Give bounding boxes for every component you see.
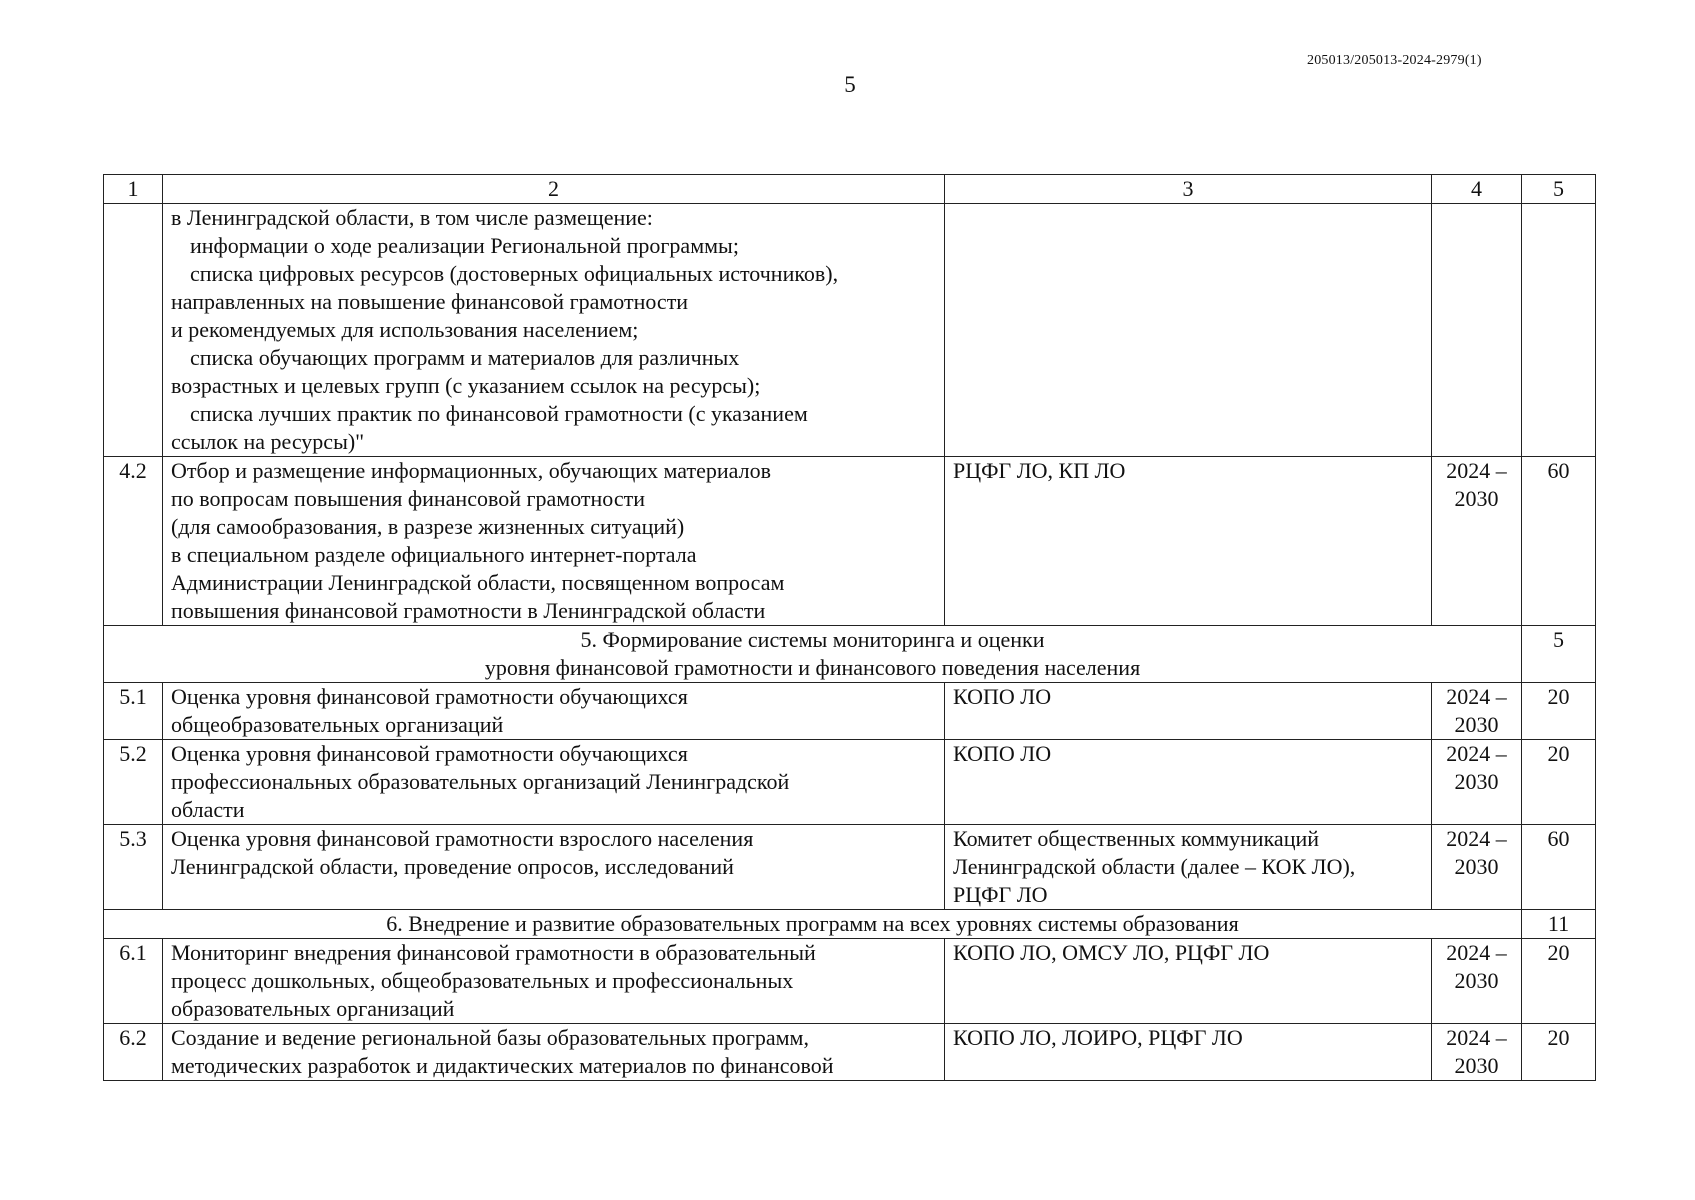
row-years: 2024 – 2030 [1432,740,1522,825]
row-years: 2024 – 2030 [1432,683,1522,740]
row-description [163,939,945,1024]
description-line: Создание и ведение региональной базы образовательных программ, [171,1025,809,1050]
header-col-5: 5 [1522,175,1596,204]
header-col-2: 2 [163,175,945,204]
description-line: и рекомендуемых для использования населением; [171,317,639,342]
description-line: общеобразовательных организаций [171,712,504,737]
table-row-continued [104,204,1596,457]
row-value: 20 [1522,939,1596,1024]
section-title: 6. Внедрение и развитие образовательных программ на всех уровнях системы образования [104,910,1522,939]
row-number [104,204,163,457]
row-years: 2024 – 2030 [1432,939,1522,1024]
description-line: Оценка уровня финансовой грамотности взрослого населения [171,826,754,851]
section-title-line: 5. Формирование системы мониторинга и оценки [580,627,1045,652]
table-row-6-2 [104,1024,1596,1081]
description-line: Оценка уровня финансовой грамотности обучающихся [171,684,688,709]
description-line: профессиональных образовательных организаций Ленинградской [171,769,790,794]
row-years [1432,204,1522,457]
row-description [163,204,945,457]
row-value: 20 [1522,740,1596,825]
row-executor: КОПО ЛО [945,683,1432,740]
row-number: 5.2 [104,740,163,825]
section-row-5 [104,626,1596,683]
row-value: 20 [1522,1024,1596,1081]
executor-line: Комитет общественных коммуникаций [953,826,1320,851]
executor-line: Ленинградской области (далее – КОК ЛО), [953,854,1356,879]
description-line: процесс дошкольных, общеобразовательных и профессиональных [171,968,794,993]
row-value: 20 [1522,683,1596,740]
row-executor: КОПО ЛО, ОМСУ ЛО, РЦФГ ЛО [945,939,1432,1024]
table-row-5-3 [104,825,1596,910]
description-line: образовательных организаций [171,996,455,1021]
description-line: повышения финансовой грамотности в Ленинградской области [171,598,766,623]
description-line: области [171,797,245,822]
description-line: по вопросам повышения финансовой грамотности [171,486,645,511]
table-row-6-1 [104,939,1596,1024]
table-row-5-2 [104,740,1596,825]
header-row [104,175,1596,204]
section-title [104,626,1522,683]
row-value [1522,204,1596,457]
row-executor: РЦФГ ЛО, КП ЛО [945,457,1432,626]
row-years: 2024 – 2030 [1432,825,1522,910]
row-executor: КОПО ЛО, ЛОИРО, РЦФГ ЛО [945,1024,1432,1081]
description-line: в специальном разделе официального интернет-портала [171,542,697,567]
header-col-3: 3 [945,175,1432,204]
row-number: 4.2 [104,457,163,626]
section-value: 11 [1522,910,1596,939]
section-value: 5 [1522,626,1596,683]
row-number: 6.2 [104,1024,163,1081]
row-number: 6.1 [104,939,163,1024]
description-line: Мониторинг внедрения финансовой грамотности в образовательный [171,940,816,965]
row-executor [945,204,1432,457]
document-id: 205013/205013-2024-2979(1) [1307,53,1482,68]
description-line: возрастных и целевых групп (с указанием ссылок на ресурсы); [171,373,761,398]
measures-table [103,174,1596,1081]
row-description [163,740,945,825]
description-line: в Ленинградской области, в том числе размещение: [171,205,653,230]
row-number: 5.3 [104,825,163,910]
row-years: 2024 – 2030 [1432,457,1522,626]
section-title-line: уровня финансовой грамотности и финансового поведения населения [484,655,1141,680]
description-line: Ленинградской области, проведение опросов, исследований [171,854,734,879]
header-col-4: 4 [1432,175,1522,204]
table-row-5-1 [104,683,1596,740]
row-years: 2024 – 2030 [1432,1024,1522,1081]
executor-line: РЦФГ ЛО [953,882,1048,907]
description-line: Оценка уровня финансовой грамотности обучающихся [171,741,688,766]
row-executor [945,825,1432,910]
page-number: 5 [844,72,856,97]
row-value: 60 [1522,457,1596,626]
description-line: списка лучших практик по финансовой грамотности (с указанием [190,401,808,426]
header-col-1: 1 [104,175,163,204]
description-line: Отбор и размещение информационных, обучающих материалов [171,458,771,483]
row-description [163,457,945,626]
row-description [163,1024,945,1081]
row-description [163,683,945,740]
description-line: (для самообразования, в разрезе жизненных ситуаций) [171,514,685,539]
description-line: списка обучающих программ и материалов для различных [190,345,740,370]
table-row-4-2 [104,457,1596,626]
description-line: информации о ходе реализации Региональной программы; [190,233,739,258]
description-line: Администрации Ленинградской области, посвященном вопросам [171,570,785,595]
row-number: 5.1 [104,683,163,740]
description-line: методических разработок и дидактических материалов по финансовой [171,1053,834,1078]
description-line: списка цифровых ресурсов (достоверных официальных источников), [190,261,839,286]
section-row-6 [104,910,1596,939]
row-description [163,825,945,910]
row-executor: КОПО ЛО [945,740,1432,825]
row-value: 60 [1522,825,1596,910]
description-line: направленных на повышение финансовой грамотности [171,289,689,314]
description-line: ссылок на ресурсы)" [171,429,365,454]
